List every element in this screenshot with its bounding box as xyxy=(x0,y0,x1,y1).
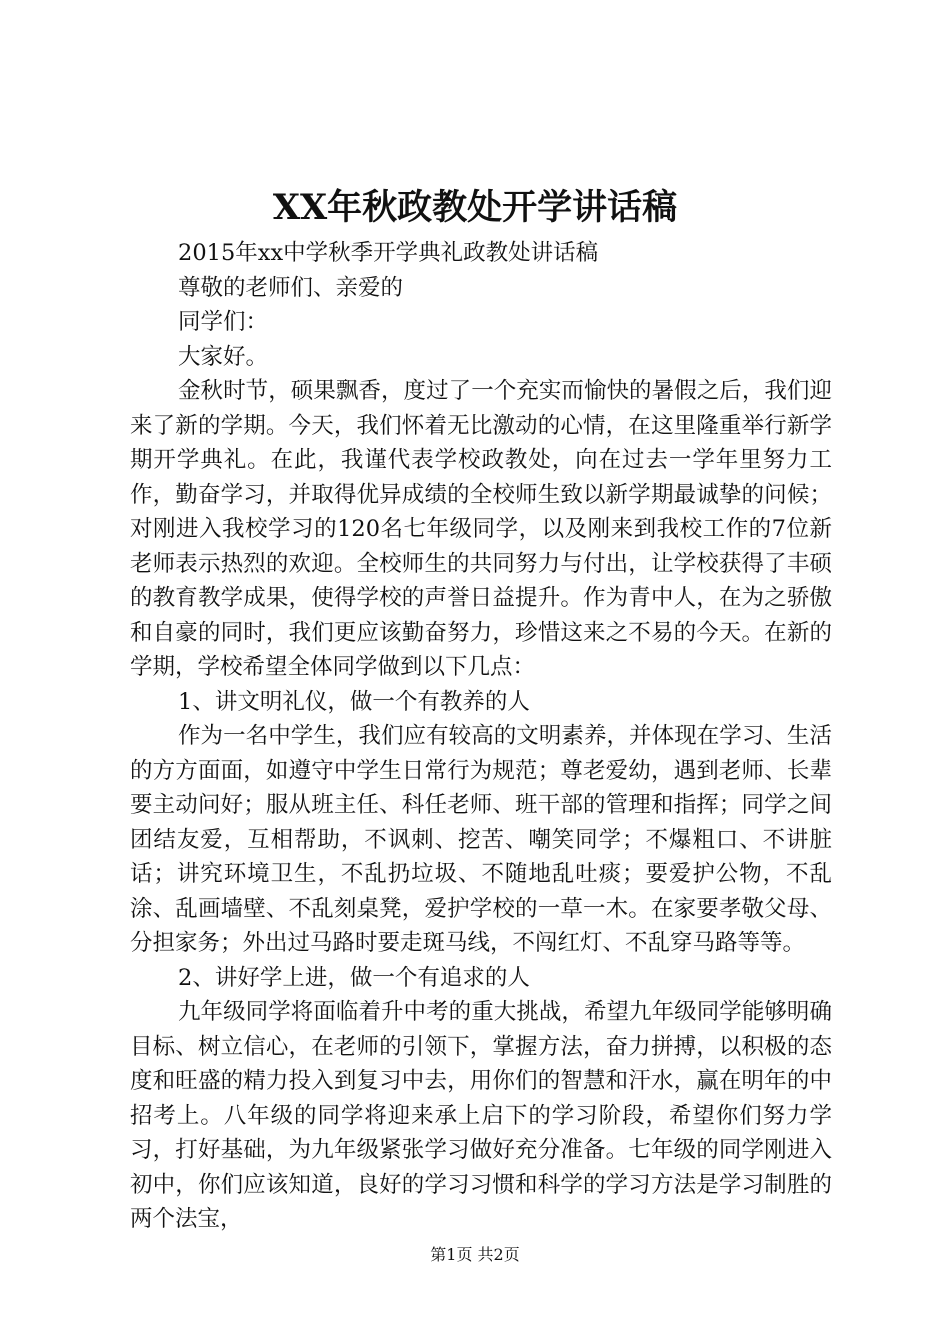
document-body xyxy=(130,236,832,1237)
salutation-line-1: 尊敬的老师们、亲爱的 xyxy=(178,274,404,301)
paragraph-civility: 作为一名中学生，我们应有较高的文明素养，并体现在学习、生活的方方面面，如遵守中学生日常行为规范；尊老爱幼，遇到老师、长辈要主动问好；服从班主任、科任老师、班干部的管理和指挥；同学之间团结友爱，互相帮助，不讽刺、挖苦、嘲笑同学；不爆粗口、不讲脏话；讲究环境卫生，不乱扔垃圾、不随地乱吐痰；要爱护公物，不乱涂、乱画墙壁、不乱刻桌凳，爱护学校的一草一木。在家要孝敬父母、分担家务；外出过马路时要走斑马线，不闯红灯、不乱穿马路等等。 xyxy=(130,723,832,956)
heading-item-1: 1、讲文明礼仪，做一个有教养的人 xyxy=(178,688,530,715)
subtitle-line: 2015年xx中学秋季开学典礼政教处讲话稿 xyxy=(178,240,599,266)
salutation-line-2: 同学们： xyxy=(178,309,269,335)
heading-item-2: 2、讲好学上进，做一个有追求的人 xyxy=(178,964,530,991)
greeting-line: 大家好。 xyxy=(178,343,269,370)
document-title: XX年秋政教处开学讲话稿 xyxy=(272,187,678,228)
paragraph-study: 九年级同学将面临着升中考的重大挑战，希望九年级同学能够明确目标、树立信心，在老师的引领下，掌握方法，奋力拼搏，以积极的态度和旺盛的精力投入到复习中去，用你们的智慧和汗水，赢在明年的中招考上。八年级的同学将迎来承上启下的学习阶段，希望你们努力学习，打好基础，为九年级紧张学习做好充分准备。七年级的同学刚进入初中，你们应该知道，良好的学习习惯和科学的学习方法是学习制胜的两个法宝， xyxy=(130,999,832,1232)
paragraph-intro: 金秋时节，硕果飘香，度过了一个充实而愉快的暑假之后，我们迎来了新的学期。今天，我们怀着无比激动的心情，在这里隆重举行新学期开学典礼。在此，我谨代表学校政教处，向在过去一学年里努力工作，勤奋学习，并取得优异成绩的全校师生致以新学期最诚挚的问候；对刚进入我校学习的120名七年级同学，以及刚来到我校工作的7位新老师表示热烈的欢迎。全校师生的共同努力与付出，让学校获得了丰硕的教育教学成果，使得学校的声誉日益提升。作为青中人，在为之骄傲和自豪的同时，我们更应该勤奋努力，珍惜这来之不易的今天。在新的学期，学校希望全体同学做到以下几点： xyxy=(130,378,832,680)
page-footer: 第1页 共2页 xyxy=(430,1245,520,1264)
